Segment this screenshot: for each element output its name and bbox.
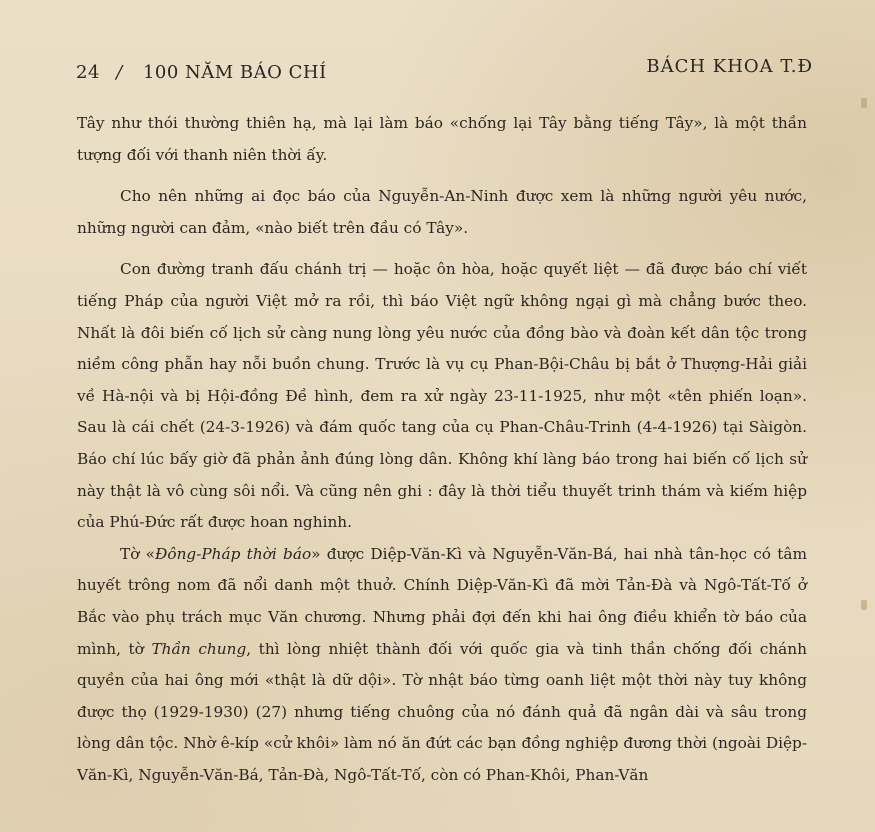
paragraph: [77, 539, 807, 792]
paper-blemish: [861, 98, 867, 108]
book-title: 100 NĂM BÁO CHÍ: [142, 62, 327, 83]
page-body: [77, 108, 807, 791]
newspaper-title-dong-phap-thoi-bao: Đông-Pháp thời báo: [155, 544, 312, 563]
paper-blemish: [861, 600, 867, 610]
paragraph: Cho nên những ai đọc báo của Nguyễn-An-Ninh được xem là những người yêu nước, những người can đảm, «nào biết trên đầu có Tây».: [77, 187, 807, 237]
paragraph-text: Tờ «: [120, 544, 156, 563]
paragraph-text: , thì lòng nhiệt thành đối với quốc gia và tinh thần chống đối chánh quyền của hai ông mới «thật là dữ dội». Tờ nhật báo từng oanh liệt một thời này tuy không được thọ (1929-1930) (27) nhưng tiếng chuông của nó đánh quả đã ngân dài và sâu trong lòng dân tộc. Nhờ ê-kíp «cử khôi» làm nó ăn đứt các bạn đồng nghiệp đương thời (ngoài Diệp-Văn-Kì, Nguyễn-Văn-Bá, Tản-Đà, Ngô-Tất-Tố, còn có Phan-Khôi, Phan-Văn: [77, 639, 808, 784]
paragraph-continuation: Tây như thói thường thiên hạ, mà lại làm báo «chống lại Tây bằng tiếng Tây», là một thần tượng đối với thanh niên thời ấy.: [77, 114, 807, 164]
section-title: BÁCH KHOA T.Đ: [646, 56, 813, 77]
running-header: [76, 56, 813, 92]
paragraph: Con đường tranh đấu chánh trị — hoặc ôn hòa, hoặc quyết liệt — đã được báo chí viết tiếng Pháp của người Việt mở ra rồi, thì báo Việt ngữ không ngại gì mà chẳng bước theo. Nhất là đôi biến cố lịch sử càng nung lòng yêu nước của đồng bào và đoàn kết dân tộc trong niềm công phẫn hay nỗi buồn chung. Trước là vụ cụ Phan-Bội-Châu bị bắt ở Thượng-Hải giải về Hà-nội và bị Hội-đồng Đề hình, đem ra xử ngày 23-11-1925, như một «tên phiến loạn». Sau là cái chết (24-3-1926) và đám quốc tang của cụ Phan-Châu-Trinh (4-4-1926) tại Sàigòn. Báo chí lúc bấy giờ đã phản ảnh đúng lòng dân. Không khí làng báo trong hai biến cố lịch sử này thật là vô cùng sôi nổi. Và cũng nên ghi : đây là thời tiểu thuyết trinh thám và kiếm hiệp của Phú-Đức rất được hoan nghinh.: [77, 260, 807, 532]
page-number: 24: [76, 62, 100, 83]
paragraph-text: » được Diệp-Văn-Kì và Nguyễn-Văn-Bá, hai nhà tân-học có tâm huyết trông nom đã nổi danh một thuở. Chính Diệp-Văn-Kì đã mời Tản-Đà và Ngô-Tất-Tố ở Bắc vào phụ trách mục Văn chương. Nhưng phải đợi đến khi hai ông điều khiển tờ báo của mình, tờ: [77, 544, 807, 658]
newspaper-title-than-chung: Thần chung: [151, 639, 247, 658]
header-left: [76, 62, 327, 83]
header-separator: /: [116, 62, 123, 83]
